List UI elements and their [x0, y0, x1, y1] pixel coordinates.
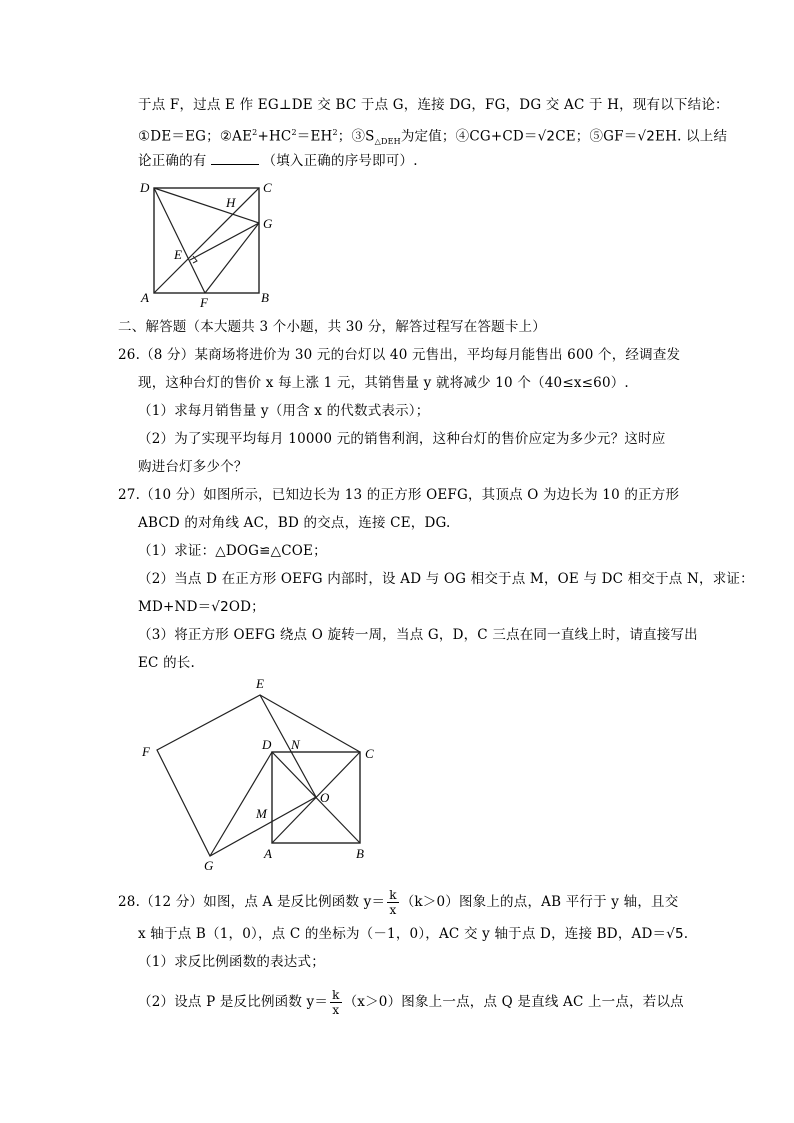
q28-text: （k＞0）图象上的点，AB 平行于 y 轴，且交: [400, 894, 679, 910]
q27-part2-cont: [138, 598, 265, 616]
denominator: x: [389, 903, 397, 917]
label-C: C: [263, 180, 272, 195]
q27-text: OD；: [228, 599, 265, 615]
q27-figure: [135, 672, 395, 878]
answer-blank[interactable]: [211, 152, 259, 165]
label-D: D: [140, 180, 150, 195]
q25-text: +HC: [257, 128, 292, 145]
q28-text: 28.（12 分）如图，点 A 是反比例函数 y＝: [118, 894, 386, 910]
label-N: N: [291, 737, 300, 752]
numerator: k: [332, 988, 340, 1002]
label-G: G: [263, 216, 273, 231]
label-A: A: [264, 846, 272, 861]
q27-part1: （1）求证：△DOG≌△COE；: [138, 543, 327, 559]
label-A: A: [141, 290, 149, 305]
sqrt-symbol: √2: [537, 128, 556, 145]
q27-line2: ABCD 的对角线 AC，BD 的交点，连接 CE，DG.: [138, 515, 451, 531]
q25-text: ①DE＝EG；②AE: [138, 128, 253, 145]
label-C: C: [365, 746, 374, 761]
q28-part2: [138, 988, 684, 1017]
sqrt-symbol: √5: [666, 926, 684, 942]
q25-text: （填入正确的序号即可）.: [262, 153, 418, 169]
denominator: x: [332, 1003, 340, 1017]
q25-text: EH. 以上结: [655, 128, 728, 145]
q27-line1: 27.（10 分）如图所示，已知边长为 13 的正方形 OEFG，其顶点 O 为边长为 10 的正方形: [118, 487, 680, 503]
superscript: 2: [332, 128, 338, 137]
q27-part3: （3）将正方形 OEFG 绕点 O 旋转一周，当点 G，D，C 三点在同一直线上时，请直接写出: [138, 627, 698, 643]
q26-line1: 26.（8 分）某商场将进价为 30 元的台灯以 40 元售出，平均每月能售出 600 个，经调查发: [118, 347, 681, 363]
fraction-k-over-x: [330, 988, 341, 1017]
q27-part2: （2）当点 D 在正方形 OEFG 内部时，设 AD 与 OG 相交于点 M，OE 与 DC 相交于点 N，求证：: [138, 571, 754, 587]
label-M: M: [256, 806, 267, 821]
label-G: G: [204, 858, 214, 873]
label-F: F: [200, 295, 208, 310]
q27-part3-cont: EC 的长.: [138, 655, 195, 671]
q25-text: CE；⑤GF＝: [555, 128, 638, 145]
label-E: E: [256, 676, 264, 691]
q25-line2: [138, 124, 727, 151]
label-F: F: [142, 744, 150, 759]
q28-line2: [138, 925, 688, 943]
q25-line3: [138, 152, 418, 170]
label-E: E: [174, 247, 182, 262]
q26-part2-cont: 购进台灯多少个？: [138, 459, 248, 475]
q28-text: （2）设点 P 是反比例函数 y＝: [138, 994, 329, 1010]
sqrt-symbol: √2: [637, 128, 656, 145]
q25-text: 为定值；④CG+CD＝: [400, 128, 538, 145]
section-heading: 二、解答题（本大题共 3 个小题，共 30 分，解答过程写在答题卡上）: [118, 319, 546, 335]
label-B: B: [261, 290, 269, 305]
superscript: 2: [291, 128, 297, 137]
q28-text: x 轴于点 B（1，0），点 C 的坐标为（－1，0），AC 交 y 轴于点 D，连接 BD，AD＝: [138, 926, 667, 942]
q25-line1: 于点 F，过点 E 作 EG⊥DE 交 BC 于点 G，连接 DG，FG，DG 交 AC 于 H，现有以下结论：: [138, 97, 729, 113]
fraction-k-over-x: [387, 888, 398, 917]
subscript: △DEH: [374, 137, 401, 147]
q25-text: ；③S: [337, 128, 375, 145]
sqrt-symbol: √2: [211, 599, 229, 615]
q28-text: .: [683, 926, 689, 942]
q25-figure: [135, 175, 295, 315]
label-O: O: [320, 790, 330, 805]
q28-text: （x＞0）图象上一点，点 Q 是直线 AC 上一点，若以点: [343, 994, 684, 1010]
numerator: k: [389, 888, 397, 902]
q26-part1: （1）求每月销售量 y（用含 x 的代数式表示）；: [138, 403, 430, 419]
q28-line1: [118, 888, 678, 917]
label-H: H: [226, 195, 236, 210]
label-D: D: [262, 737, 272, 752]
q25-text: 论正确的有: [138, 153, 207, 169]
q28-part1: （1）求反比例函数的表达式；: [138, 954, 325, 970]
label-B: B: [356, 846, 364, 861]
q25-text: ＝EH: [296, 128, 333, 145]
q26-part2: （2）为了实现平均每月 10000 元的销售利润，这种台灯的售价应定为多少元？这时应: [138, 431, 666, 447]
q26-line2: 现，这种台灯的售价 x 每上涨 1 元，其销售量 y 就将减少 10 个（40≤x≤60）.: [138, 375, 629, 391]
q27-text: MD+ND＝: [138, 599, 212, 615]
superscript: 2: [252, 128, 258, 137]
